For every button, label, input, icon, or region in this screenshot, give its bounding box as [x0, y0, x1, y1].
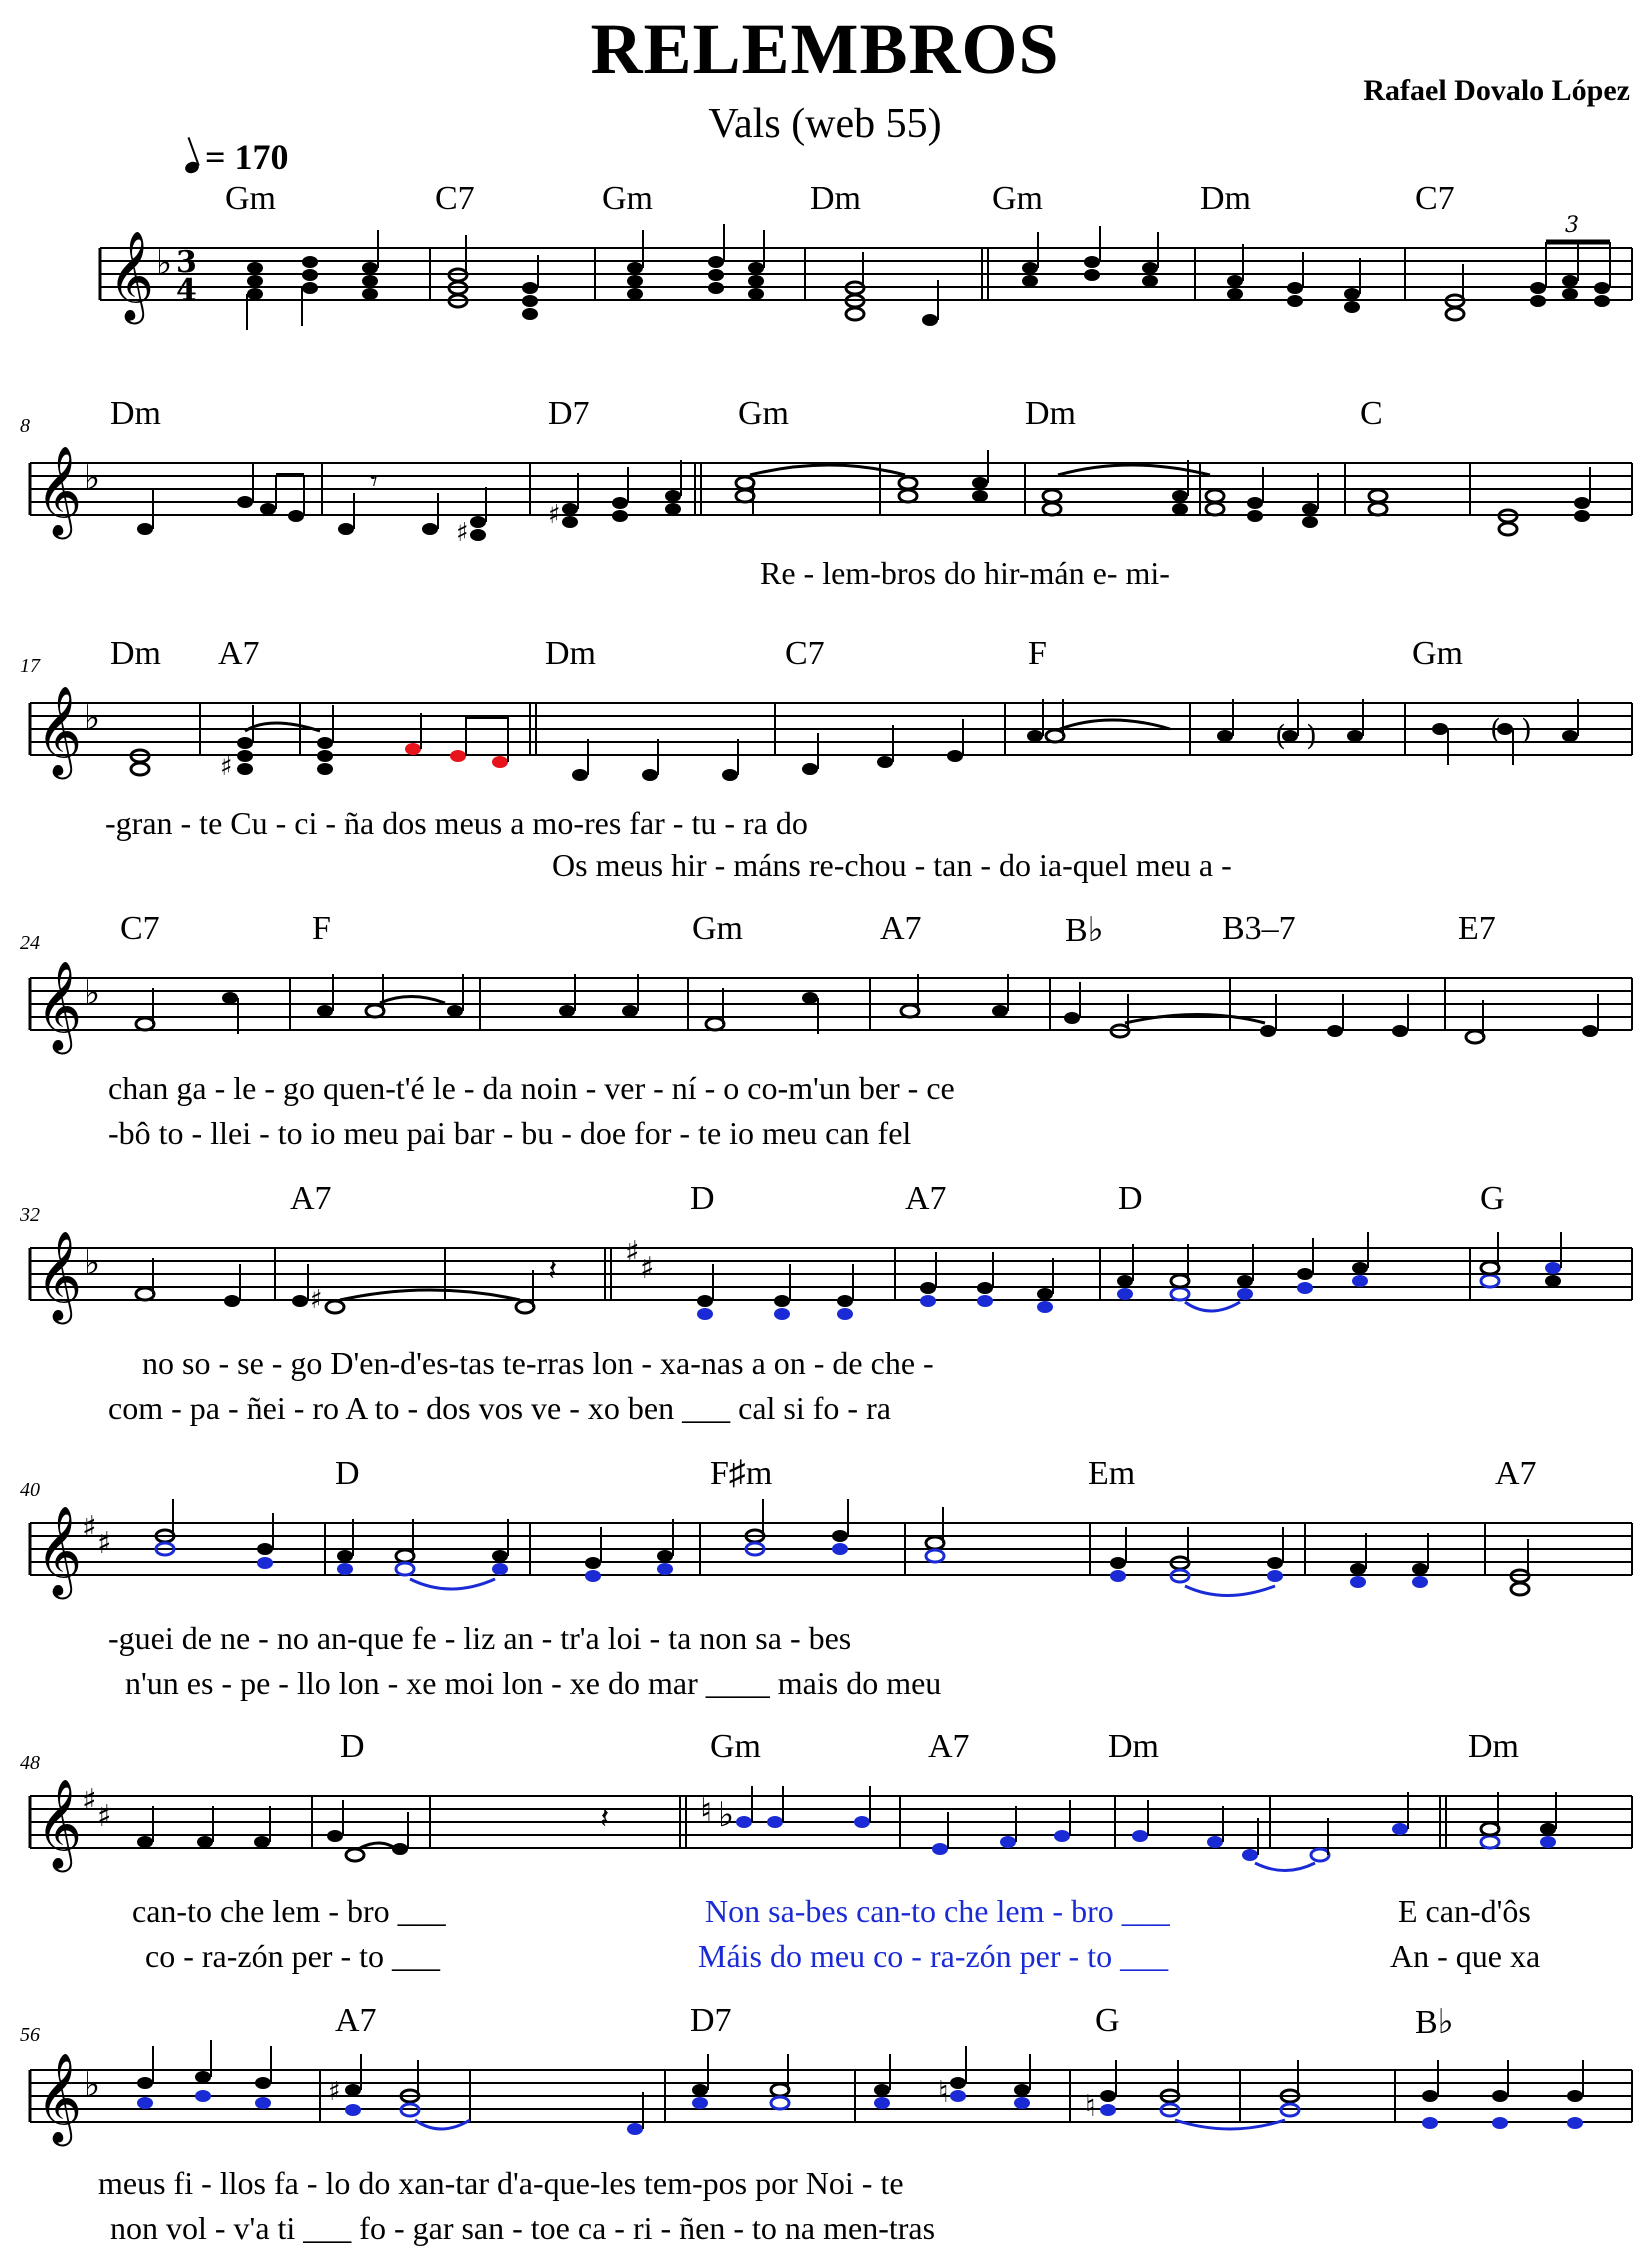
- svg-text:♯: ♯: [625, 1235, 640, 1270]
- chord: A7: [905, 1180, 947, 1217]
- chord: F: [1028, 635, 1047, 672]
- svg-text:𝄞: 𝄞: [36, 686, 83, 776]
- system-2: [0, 395, 1650, 615]
- tempo-marking: [185, 136, 289, 178]
- svg-text:𝄞: 𝄞: [36, 1506, 83, 1596]
- chord: D: [690, 1180, 715, 1217]
- chord: B♭: [1415, 2004, 1454, 2041]
- chord: C7: [785, 635, 825, 672]
- measure-number: 24: [20, 932, 40, 954]
- svg-text:): ): [1306, 719, 1317, 752]
- lyric-verse-2-tail: An - que xa: [1390, 1938, 1541, 1974]
- chord: A7: [290, 1180, 332, 1217]
- lyric-verse-1: chan ga - le - go quen-t'é le - da noin - ver - ní - o co-m'un ber - ce: [108, 1070, 955, 1106]
- chord: Dm: [110, 635, 161, 672]
- lyric-verse-1-highlight: Non sa-bes can-to che lem - bro ___: [705, 1893, 1170, 1929]
- chord: Gm: [710, 1728, 761, 1765]
- chord: Dm: [1468, 1728, 1519, 1765]
- svg-text:𝄞: 𝄞: [36, 2053, 83, 2143]
- system-6: [0, 1455, 1650, 1725]
- staff: [0, 635, 1650, 785]
- lyric-verse-2: Os meus hir - máns re-chou - tan - do ia-quel meu a -: [552, 847, 1232, 883]
- lyric-verse-2: -bô to - llei - to io meu pai bar - bu - doe for - te io meu can fel: [108, 1115, 912, 1151]
- chord: A7: [1495, 1455, 1537, 1492]
- chord: B♭: [1065, 912, 1104, 949]
- svg-text:): ): [1521, 713, 1532, 746]
- lyric-verse-2: n'un es - pe - llo lon - xe moi lon - xe do mar ____ mais do meu: [125, 1665, 942, 1701]
- chord: C7: [120, 910, 160, 947]
- lyric-verse-1: -guei de ne - no an-que fe - liz an - tr'a loi - ta non sa - bes: [108, 1620, 852, 1656]
- chord: D7: [690, 2002, 732, 2039]
- chord: Gm: [992, 180, 1043, 217]
- system-3: [0, 635, 1650, 895]
- staff: [0, 2002, 1650, 2162]
- measure-number: 8: [20, 415, 30, 437]
- system-8: [0, 2002, 1650, 2267]
- svg-text:♯: ♯: [328, 2077, 341, 2107]
- chord: Dm: [545, 635, 596, 672]
- measure-number: 40: [20, 1479, 40, 1501]
- svg-text:♯: ♯: [220, 752, 233, 782]
- chord: Dm: [1025, 395, 1076, 432]
- score-title: RELEMBROS: [590, 9, 1060, 89]
- chord: D7: [548, 395, 590, 432]
- staff: [0, 1180, 1650, 1340]
- chord: G: [1480, 1180, 1505, 1217]
- svg-text:♭: ♭: [84, 698, 101, 738]
- lyric-verse-2-highlight: Máis do meu co - ra-zón per - to ___: [698, 1938, 1169, 1974]
- svg-text:♯: ♯: [548, 500, 561, 530]
- chord: A7: [880, 910, 922, 947]
- chord: F♯m: [710, 1455, 773, 1492]
- chord: C7: [1415, 180, 1455, 217]
- chord: Dm: [110, 395, 161, 432]
- measure-number: 17: [20, 655, 40, 677]
- chord: C: [1360, 395, 1383, 432]
- measure-number: 48: [20, 1752, 40, 1774]
- system-5: [0, 1180, 1650, 1450]
- svg-text:♭: ♭: [84, 2065, 101, 2105]
- staff: [0, 910, 1650, 1060]
- blue-notes: [697, 1262, 1561, 1320]
- quarter-note-icon: [184, 160, 201, 175]
- staff: [0, 1728, 1650, 1888]
- lyric-verse-2: non vol - v'a ti ___ fo - gar san - toe ca - ri - ñen - to na men-tras: [110, 2210, 936, 2246]
- chord: Dm: [1200, 180, 1251, 217]
- svg-text:𝄽: 𝄽: [548, 1253, 558, 1288]
- composer: Rafael Dovalo López: [1363, 74, 1630, 107]
- chord: A7: [335, 2002, 377, 2039]
- svg-text:♯: ♯: [456, 518, 469, 545]
- chord: C7: [435, 180, 475, 217]
- chord: Gm: [1412, 635, 1463, 672]
- svg-text:3: 3: [1565, 213, 1579, 238]
- chord: E7: [1458, 910, 1496, 947]
- svg-text:𝄞: 𝄞: [36, 1779, 83, 1869]
- staff: [0, 180, 1650, 360]
- svg-text:♭: ♭: [84, 973, 101, 1013]
- svg-text:♮: ♮: [1085, 2089, 1096, 2124]
- system-4: [0, 910, 1650, 1170]
- subtitle: Vals (web 55): [708, 101, 942, 147]
- tempo-value: = 170: [205, 137, 289, 177]
- system-7: [0, 1728, 1650, 1998]
- chord: B3–7: [1222, 910, 1296, 947]
- svg-text:♯: ♯: [82, 1783, 97, 1818]
- svg-text:♭: ♭: [718, 1795, 735, 1835]
- svg-text:♯: ♯: [97, 1526, 112, 1561]
- lyric-verse-1: no so - se - go D'en-d'es-tas te-rras lon - xa-nas a on - de che -: [142, 1345, 934, 1381]
- svg-text:𝄞: 𝄞: [108, 231, 155, 321]
- lyric-verse-1: Re - lem-bros do hir-mán e- mi-: [760, 555, 1170, 591]
- svg-text:♮: ♮: [938, 2075, 949, 2110]
- staff: [0, 395, 1650, 545]
- svg-text:♭: ♭: [84, 1243, 101, 1283]
- chord: Gm: [225, 180, 276, 217]
- chord: D: [1118, 1180, 1143, 1217]
- chord: Dm: [1108, 1728, 1159, 1765]
- lyric-verse-1: can-to che lem - bro ___: [132, 1893, 446, 1929]
- chord: Em: [1088, 1455, 1136, 1492]
- svg-text:3: 3: [176, 245, 197, 280]
- lyric-verse-1: -gran - te Cu - ci - ña dos meus a mo-res far - tu - ra do: [105, 805, 808, 841]
- svg-text:𝄞: 𝄞: [36, 961, 83, 1051]
- svg-text:♭: ♭: [156, 243, 173, 283]
- lyric-verse-2: co - ra-zón per - to ___: [145, 1938, 440, 1974]
- blue-notes-2: [1392, 1823, 1408, 1835]
- svg-text:♯: ♯: [310, 1285, 323, 1315]
- svg-text:♯: ♯: [640, 1251, 655, 1286]
- svg-text:𝄞: 𝄞: [36, 1231, 83, 1321]
- chord: A7: [218, 635, 260, 672]
- lyric-verse-2: com - pa - ñei - ro A to - dos vos ve - xo ben ___ cal si fo - ra: [108, 1390, 891, 1426]
- svg-text:♮: ♮: [700, 1791, 713, 1831]
- measure-number: 56: [20, 2024, 40, 2046]
- svg-text:(: (: [1490, 713, 1501, 746]
- chord: Dm: [810, 180, 861, 217]
- system-1: [0, 180, 1650, 360]
- chord: Gm: [738, 395, 789, 432]
- chord: D: [335, 1455, 360, 1492]
- lyric-verse-1-tail: E can-d'ôs: [1398, 1893, 1531, 1929]
- svg-text:𝄞: 𝄞: [36, 446, 83, 536]
- svg-text:𝄾: 𝄾: [370, 464, 378, 499]
- staff: [0, 1455, 1650, 1615]
- lyric-verse-1: meus fi - llos fa - lo do xan-tar d'a-que-les tem-pos por Noi - te: [98, 2165, 904, 2201]
- svg-text:𝄽: 𝄽: [600, 1801, 610, 1836]
- chord: G: [1095, 2002, 1120, 2039]
- svg-text:♭: ♭: [84, 458, 101, 498]
- svg-text:♯: ♯: [82, 1510, 97, 1545]
- svg-text:♯: ♯: [97, 1799, 112, 1834]
- svg-text:4: 4: [176, 273, 197, 308]
- chord: Gm: [692, 910, 743, 947]
- svg-text:(: (: [1275, 719, 1286, 752]
- chord: A7: [928, 1728, 970, 1765]
- chord: F: [312, 910, 331, 947]
- chord: Gm: [602, 180, 653, 217]
- chord: D: [340, 1728, 365, 1765]
- measure-number: 32: [20, 1204, 40, 1226]
